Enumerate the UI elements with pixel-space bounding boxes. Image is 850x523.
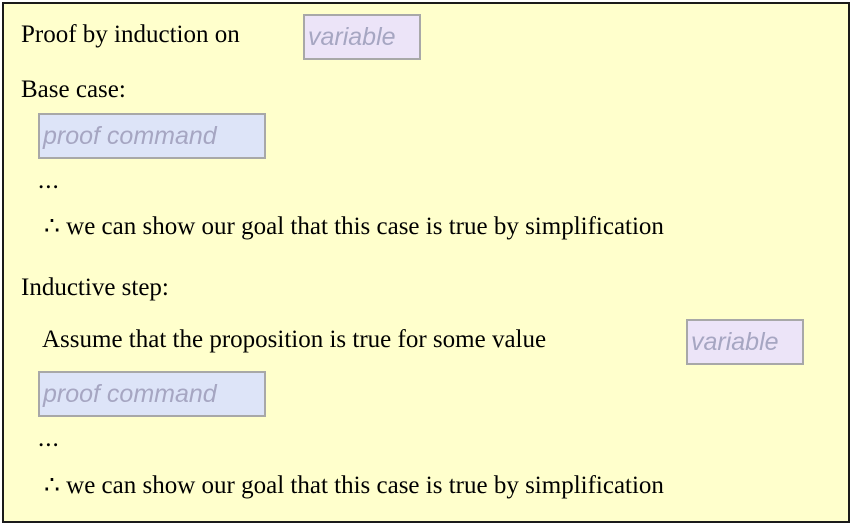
- inductive-variable-input[interactable]: variable: [686, 319, 804, 365]
- inductive-conclusion: we can show our goal that this case is true by simplification: [66, 472, 664, 499]
- therefore-symbol: ∴: [44, 472, 60, 499]
- proof-label: Proof by induction on: [21, 21, 240, 48]
- base-case-heading: Base case:: [21, 76, 126, 103]
- inductive-assumption-text: Assume that the proposition is true for some value: [42, 326, 547, 353]
- inductive-ellipsis: ...: [38, 425, 60, 452]
- base-case-proof-command-input[interactable]: proof command: [38, 113, 266, 159]
- induction-variable-input[interactable]: variable: [303, 14, 421, 60]
- proof-editor-panel: [2, 2, 850, 523]
- therefore-symbol: ∴: [44, 213, 60, 240]
- base-case-ellipsis: ...: [38, 167, 60, 194]
- base-case-conclusion: we can show our goal that this case is true by simplification: [66, 213, 664, 240]
- inductive-step-heading: Inductive step:: [21, 274, 169, 301]
- inductive-proof-command-input[interactable]: proof command: [38, 371, 266, 417]
